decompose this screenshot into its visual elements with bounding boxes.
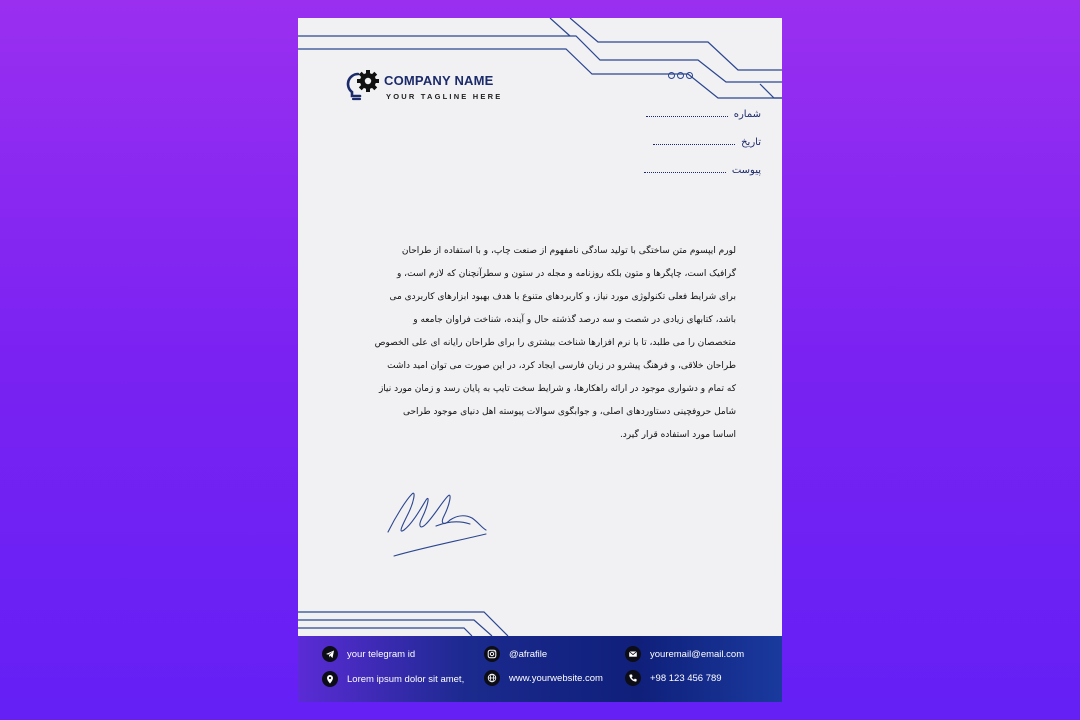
body-line: که تمام و دشواری موجود در ارائه راهکارها، و شرایط سخت تایپ به پایان رسد و زمان مورد نیاز bbox=[378, 384, 736, 394]
body-line: شامل حروفچینی دستاوردهای اصلی، و جوابگوی سوالات پیوسته اهل دنیای موجود طراحی bbox=[402, 407, 736, 417]
body-line: گرافیک است، چاپگرها و متون بلکه روزنامه و مجله در ستون و سطرآنچنان که لازم است، و bbox=[396, 269, 736, 279]
bottom-circuit-decoration bbox=[298, 606, 782, 636]
contact-address[interactable] bbox=[322, 670, 464, 688]
website-text: www.yourwebsite.com bbox=[509, 672, 603, 684]
field-label: تاریخ bbox=[741, 136, 761, 148]
company-tagline: YOUR TAGLINE HERE bbox=[386, 92, 503, 101]
location-icon bbox=[322, 671, 338, 687]
email-icon bbox=[625, 646, 641, 662]
contact-website[interactable] bbox=[484, 669, 603, 687]
decorative-dots bbox=[668, 72, 693, 79]
body-line: متخصصان را می طلبد، تا با نرم افزارها شناخت بیشتری را برای طراحان رایانه ای علی الخصوص bbox=[374, 338, 736, 348]
instagram-icon bbox=[484, 646, 500, 662]
dot-icon bbox=[686, 72, 693, 79]
body-line: برای شرایط فعلی تکنولوژی مورد نیاز، و کاربردهای متنوع با هدف بهبود ابزارهای کاربردی می bbox=[389, 292, 736, 302]
email-text: youremail@email.com bbox=[650, 648, 745, 660]
body-line: باشد، کتابهای زیادی در شصت و سه درصد گذشته حال و آینده، شناخت فراوان جامعه و bbox=[413, 315, 736, 325]
globe-icon bbox=[484, 670, 500, 686]
contact-footer bbox=[298, 636, 782, 702]
field-dotted-line bbox=[653, 144, 735, 145]
contact-telegram[interactable] bbox=[322, 645, 415, 663]
contact-email[interactable] bbox=[625, 645, 744, 663]
contact-instagram[interactable] bbox=[484, 645, 547, 663]
body-line: اساسا مورد استفاده قرار گیرد. bbox=[619, 430, 736, 440]
dot-icon bbox=[668, 72, 675, 79]
field-date bbox=[611, 134, 761, 150]
instagram-text: @afrafile bbox=[509, 648, 548, 660]
field-number bbox=[611, 106, 761, 122]
field-dotted-line bbox=[646, 116, 728, 117]
field-label: شماره bbox=[733, 108, 761, 120]
body-line: لورم ایپسوم متن ساختگی با تولید سادگی نامفهوم از صنعت چاپ، و با استفاده از طراحان bbox=[401, 246, 736, 256]
address-text: Lorem ipsum dolor sit amet, bbox=[347, 673, 465, 685]
field-attachment bbox=[611, 162, 761, 178]
letterhead-page bbox=[298, 18, 782, 702]
letter-body bbox=[356, 240, 736, 447]
body-line: طراحان خلاقی، و فرهنگ پیشرو در زبان فارسی ایجاد کرد، در این صورت می توان امید داشت bbox=[387, 361, 736, 371]
company-name: COMPANY NAME bbox=[384, 73, 494, 88]
lightbulb-gear-logo-icon bbox=[344, 68, 384, 104]
contact-phone[interactable] bbox=[625, 669, 722, 687]
telegram-text: your telegram id bbox=[347, 648, 416, 660]
signature bbox=[386, 486, 496, 558]
telegram-icon bbox=[322, 646, 338, 662]
dot-icon bbox=[677, 72, 684, 79]
field-dotted-line bbox=[644, 172, 726, 173]
phone-icon bbox=[625, 670, 641, 686]
field-label: پیوست bbox=[731, 164, 761, 176]
phone-text: +98 123 456 789 bbox=[650, 672, 722, 684]
